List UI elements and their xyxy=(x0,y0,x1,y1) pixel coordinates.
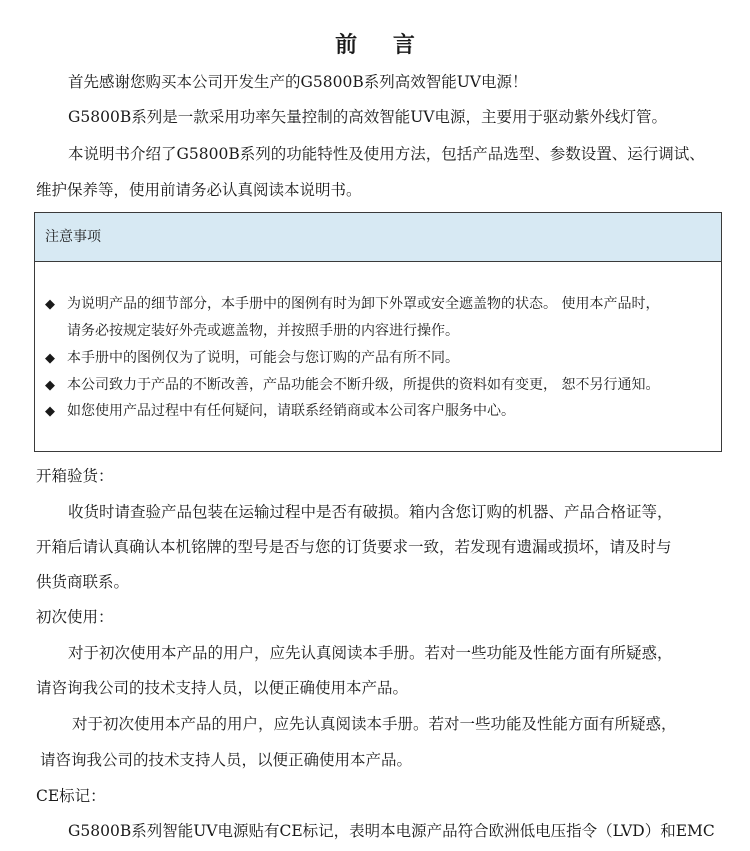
first-use-para2-line-2: 请咨询我公司的技术支持人员，以便正确使用本产品。 xyxy=(40,751,413,769)
notice-box xyxy=(34,212,722,452)
intro-line-1: 首先感谢您购买本公司开发生产的G5800B系列高效智能UV电源！ xyxy=(68,73,528,91)
unboxing-label: 开箱验货： xyxy=(36,467,114,485)
notice-item-text: 如您使用产品过程中有任何疑问，请联系经销商或本公司客户服务中心。 xyxy=(67,403,515,419)
notice-item-text: 为说明产品的细节部分，本手册中的图例有时为卸下外罩或安全遮盖物的状态。 使用本产品时， xyxy=(67,296,660,312)
notice-item xyxy=(45,376,659,395)
intro-line-2: G5800B系列是一款采用功率矢量控制的高效智能UV电源，主要用于驱动紫外线灯管。 xyxy=(68,108,667,126)
first-use-para2-line-1: 对于初次使用本产品的用户，应先认真阅读本手册。若对一些功能及性能方面有所疑惑， xyxy=(72,715,677,733)
notice-item-text: 本手册中的图例仅为了说明，可能会与您订购的产品有所不同。 xyxy=(67,350,459,366)
notice-item xyxy=(45,402,515,421)
intro-line-4: 维护保养等，使用前请务必认真阅读本说明书。 xyxy=(36,181,362,199)
intro-line-3: 本说明书介绍了G5800B系列的功能特性及使用方法，包括产品选型、参数设置、运行调试、 xyxy=(68,145,705,163)
notice-item-text: 本公司致力于产品的不断改善，产品功能会不断升级，所提供的资料如有变更， 恕不另行通知。 xyxy=(67,377,660,393)
first-use-para1-line-1: 对于初次使用本产品的用户，应先认真阅读本手册。若对一些功能及性能方面有所疑惑， xyxy=(68,644,673,662)
diamond-bullet-icon: ◆ xyxy=(45,351,55,366)
first-use-para1-line-2: 请咨询我公司的技术支持人员，以便正确使用本产品。 xyxy=(36,679,409,697)
notice-item xyxy=(45,349,459,368)
notice-header: 注意事项 xyxy=(35,213,721,262)
page-title: 前 言 xyxy=(335,33,429,58)
unboxing-line-2: 开箱后请认真确认本机铭牌的型号是否与您的订货要求一致，若发现有遗漏或损坏，请及时与 xyxy=(36,538,672,556)
ce-mark-line-1: G5800B系列智能UV电源贴有CE标记，表明本电源产品符合欧洲低电压指令（LVD）和EMC xyxy=(68,822,715,840)
notice-item-continuation: 请务必按规定装好外壳或遮盖物，并按照手册的内容进行操作。 xyxy=(67,323,459,339)
unboxing-line-3: 供货商联系。 xyxy=(36,573,130,591)
diamond-bullet-icon: ◆ xyxy=(45,297,55,312)
notice-item xyxy=(45,295,659,314)
first-use-label: 初次使用： xyxy=(36,608,114,626)
diamond-bullet-icon: ◆ xyxy=(45,404,55,419)
ce-mark-label: CE标记： xyxy=(36,787,106,805)
unboxing-line-1: 收货时请查验产品包装在运输过程中是否有破损。箱内含您订购的机器、产品合格证等， xyxy=(68,503,673,521)
diamond-bullet-icon: ◆ xyxy=(45,378,55,393)
